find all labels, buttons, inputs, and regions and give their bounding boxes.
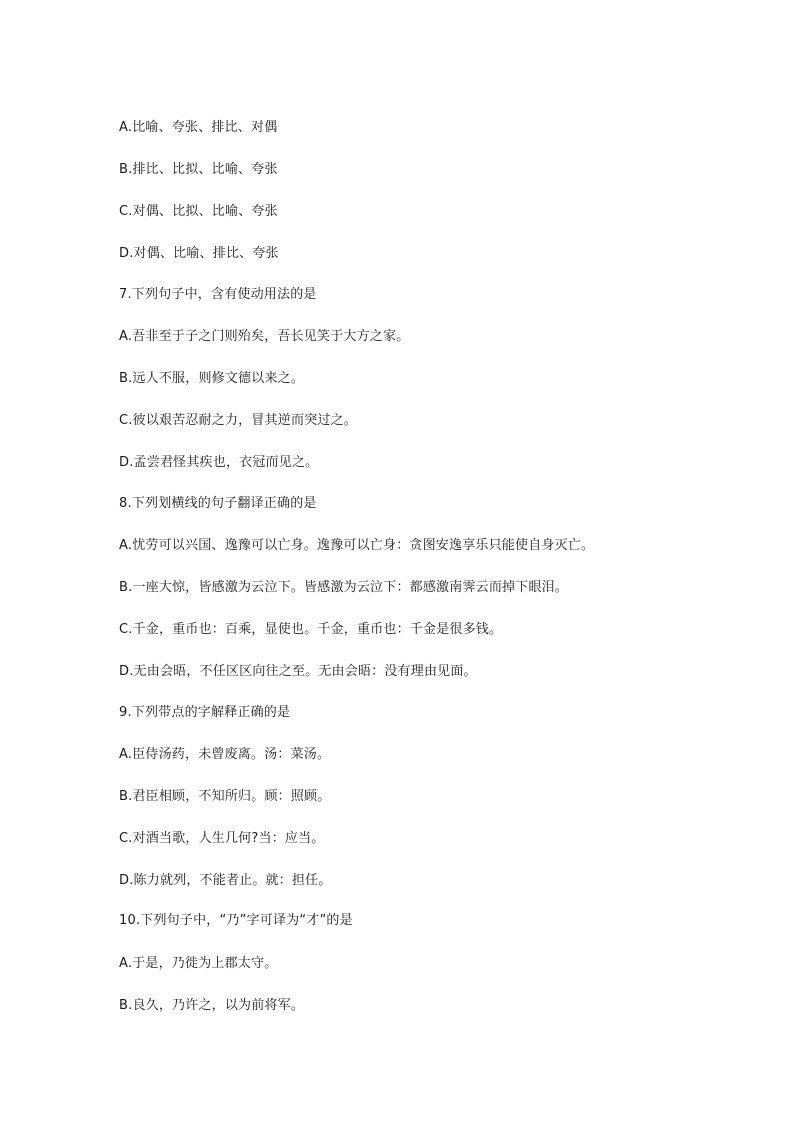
option-c-q8: C.千金，重币也：百乘，显使也。千金，重币也：千金是很多钱。: [119, 622, 503, 637]
option-d-q7: D.孟尝君怪其疾也，衣冠而见之。: [119, 455, 319, 470]
option-d-q9: D.陈力就列，不能者止。就：担任。: [119, 873, 332, 888]
option-b-q6: B.排比、比拟、比喻、夸张: [119, 162, 278, 177]
option-d-q8: D.无由会晤，不任区区向往之至。无由会晤：没有理由见面。: [119, 664, 477, 679]
option-b-q7: B.远人不服，则修文德以来之。: [119, 371, 305, 386]
option-b-q8: B.一座大惊，皆感激为云泣下。皆感激为云泣下：都感激南霁云而掉下眼泪。: [119, 580, 569, 595]
option-b-q10: B.良久，乃许之，以为前将军。: [119, 998, 305, 1013]
option-a-q6: A.比喻、夸张、排比、对偶: [119, 120, 278, 135]
question-7: 7.下列句子中，含有使动用法的是: [119, 287, 317, 302]
option-b-q9: B.君臣相顾，不知所归。顾：照顾。: [119, 789, 331, 804]
option-a-q8: A.忧劳可以兴国、逸豫可以亡身。逸豫可以亡身：贪图安逸享乐只能使自身灭亡。: [119, 538, 595, 553]
option-a-q9: A.臣侍汤药，未曾废离。汤：菜汤。: [119, 747, 331, 762]
option-c-q7: C.彼以艰苦忍耐之力，冒其逆而突过之。: [119, 413, 358, 428]
question-8: 8.下列划横线的句子翻译正确的是: [119, 496, 317, 511]
option-a-q10: A.于是，乃徙为上郡太守。: [119, 956, 278, 971]
option-c-q9: C.对酒当歌，人生几何?当：应当。: [119, 831, 325, 846]
option-a-q7: A.吾非至于子之门则殆矣，吾长见笑于大方之家。: [119, 329, 410, 344]
option-d-q6: D.对偶、比喻、排比、夸张: [119, 246, 279, 261]
question-9: 9.下列带点的字解释正确的是: [119, 705, 291, 720]
option-c-q6: C.对偶、比拟、比喻、夸张: [119, 204, 278, 219]
question-10: 10.下列句子中，“乃”字可译为“才”的是: [119, 913, 353, 928]
